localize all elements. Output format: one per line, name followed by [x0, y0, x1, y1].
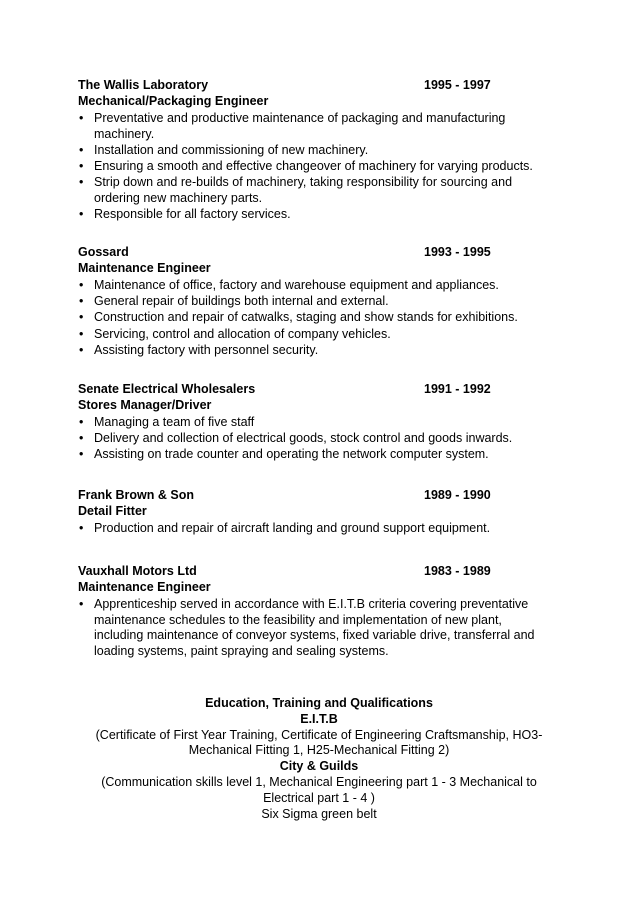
duty-item: • Ensuring a smooth and effective changeover of machinery for varying products. — [79, 158, 533, 173]
bullet-icon: • — [79, 447, 84, 462]
eitb-details-line: (Certificate of First Year Training, Certificate of Engineering Craftsmanship, HO3- — [95, 727, 543, 742]
bullet-icon: • — [79, 326, 84, 341]
job-header — [78, 77, 548, 93]
city-guilds-details-line: (Communication skills level 1, Mechanical Engineering part 1 - 3 Mechanical to — [101, 774, 537, 789]
job-title: Stores Manager/Driver — [78, 398, 212, 412]
duty-item: • Assisting factory with personnel security. — [79, 342, 319, 357]
job-header — [78, 563, 548, 579]
duty-list — [78, 415, 548, 463]
job-title: Maintenance Engineer — [78, 261, 211, 275]
duty-item: • Delivery and collection of electrical goods, stock control and goods inwards. — [79, 431, 513, 446]
bullet-icon: • — [79, 111, 84, 125]
duty-item: • Preventative and productive maintenance of packaging and manufacturing machinery. — [79, 111, 506, 141]
bullet-icon: • — [79, 206, 84, 221]
bullet-icon: • — [79, 175, 84, 190]
job-header — [78, 244, 548, 260]
bullet-icon: • — [79, 521, 84, 535]
education-section — [40, 696, 598, 822]
bullet-icon: • — [79, 158, 84, 173]
bullet-icon: • — [79, 597, 84, 611]
duty-item: • Production and repair of aircraft landing and ground support equipment. — [79, 521, 491, 535]
duty-item: • Strip down and re-builds of machinery, taking responsibility for sourcing and ordering new machinery parts. — [79, 175, 513, 205]
job-entry — [78, 77, 548, 223]
duty-item: • Construction and repair of catwalks, staging and show stands for exhibitions. — [79, 310, 518, 325]
bullet-icon: • — [79, 294, 84, 309]
duty-item: • Maintenance of office, factory and warehouse equipment and appliances. — [79, 278, 499, 292]
education-heading: Education, Training and Qualifications — [205, 696, 433, 710]
job-company: The Wallis Laboratory — [78, 78, 209, 92]
duty-list — [78, 597, 548, 659]
duty-list — [78, 111, 548, 223]
job-title: Mechanical/Packaging Engineer — [78, 94, 269, 108]
duty-list — [78, 521, 548, 537]
duty-item: • Apprenticeship served in accordance with E.I.T.B criteria covering preventative maintenance schedules to the feasibility and implementation of new plant, including maintenance of conveyor systems, fixed variable drive, transferral and loading systems, paint spraying and sealing systems. — [79, 597, 535, 658]
eitb-details-line: Mechanical Fitting 1, H25-Mechanical Fitting 2) — [188, 743, 450, 758]
city-guilds-heading: City & Guilds — [279, 759, 359, 774]
job-dates: 1995 - 1997 — [424, 78, 491, 92]
job-company: Gossard — [78, 245, 129, 259]
job-company: Senate Electrical Wholesalers — [78, 382, 256, 396]
duty-item: • Assisting on trade counter and operating the network computer system. — [79, 447, 489, 462]
bullet-icon: • — [79, 142, 84, 157]
job-entry — [78, 244, 548, 359]
job-title: Detail Fitter — [78, 504, 147, 518]
bullet-icon: • — [79, 342, 84, 357]
job-entry — [78, 381, 548, 464]
duty-item: • Servicing, control and allocation of company vehicles. — [79, 326, 391, 341]
duty-item: • Responsible for all factory services. — [79, 206, 291, 221]
bullet-icon: • — [79, 278, 84, 292]
bullet-icon: • — [79, 310, 84, 325]
job-entry — [78, 487, 548, 537]
duty-list — [78, 278, 548, 358]
job-dates: 1983 - 1989 — [424, 564, 491, 578]
duty-item: • Installation and commissioning of new machinery. — [79, 142, 369, 157]
six-sigma-line: Six Sigma green belt — [261, 806, 377, 821]
job-entry — [78, 563, 548, 660]
bullet-icon: • — [79, 415, 84, 429]
eitb-heading: E.I.T.B — [300, 711, 338, 726]
job-company: Vauxhall Motors Ltd — [78, 564, 197, 578]
job-header — [78, 381, 548, 397]
city-guilds-details-line: Electrical part 1 - 4 ) — [263, 790, 375, 805]
job-dates: 1993 - 1995 — [424, 245, 491, 259]
job-header — [78, 487, 548, 503]
job-dates: 1991 - 1992 — [424, 382, 491, 396]
job-title: Maintenance Engineer — [78, 580, 211, 594]
job-dates: 1989 - 1990 — [424, 488, 491, 502]
duty-item: • General repair of buildings both internal and external. — [79, 294, 389, 309]
bullet-icon: • — [79, 431, 84, 446]
duty-item: • Managing a team of five staff — [79, 415, 255, 429]
job-company: Frank Brown & Son — [78, 488, 194, 502]
